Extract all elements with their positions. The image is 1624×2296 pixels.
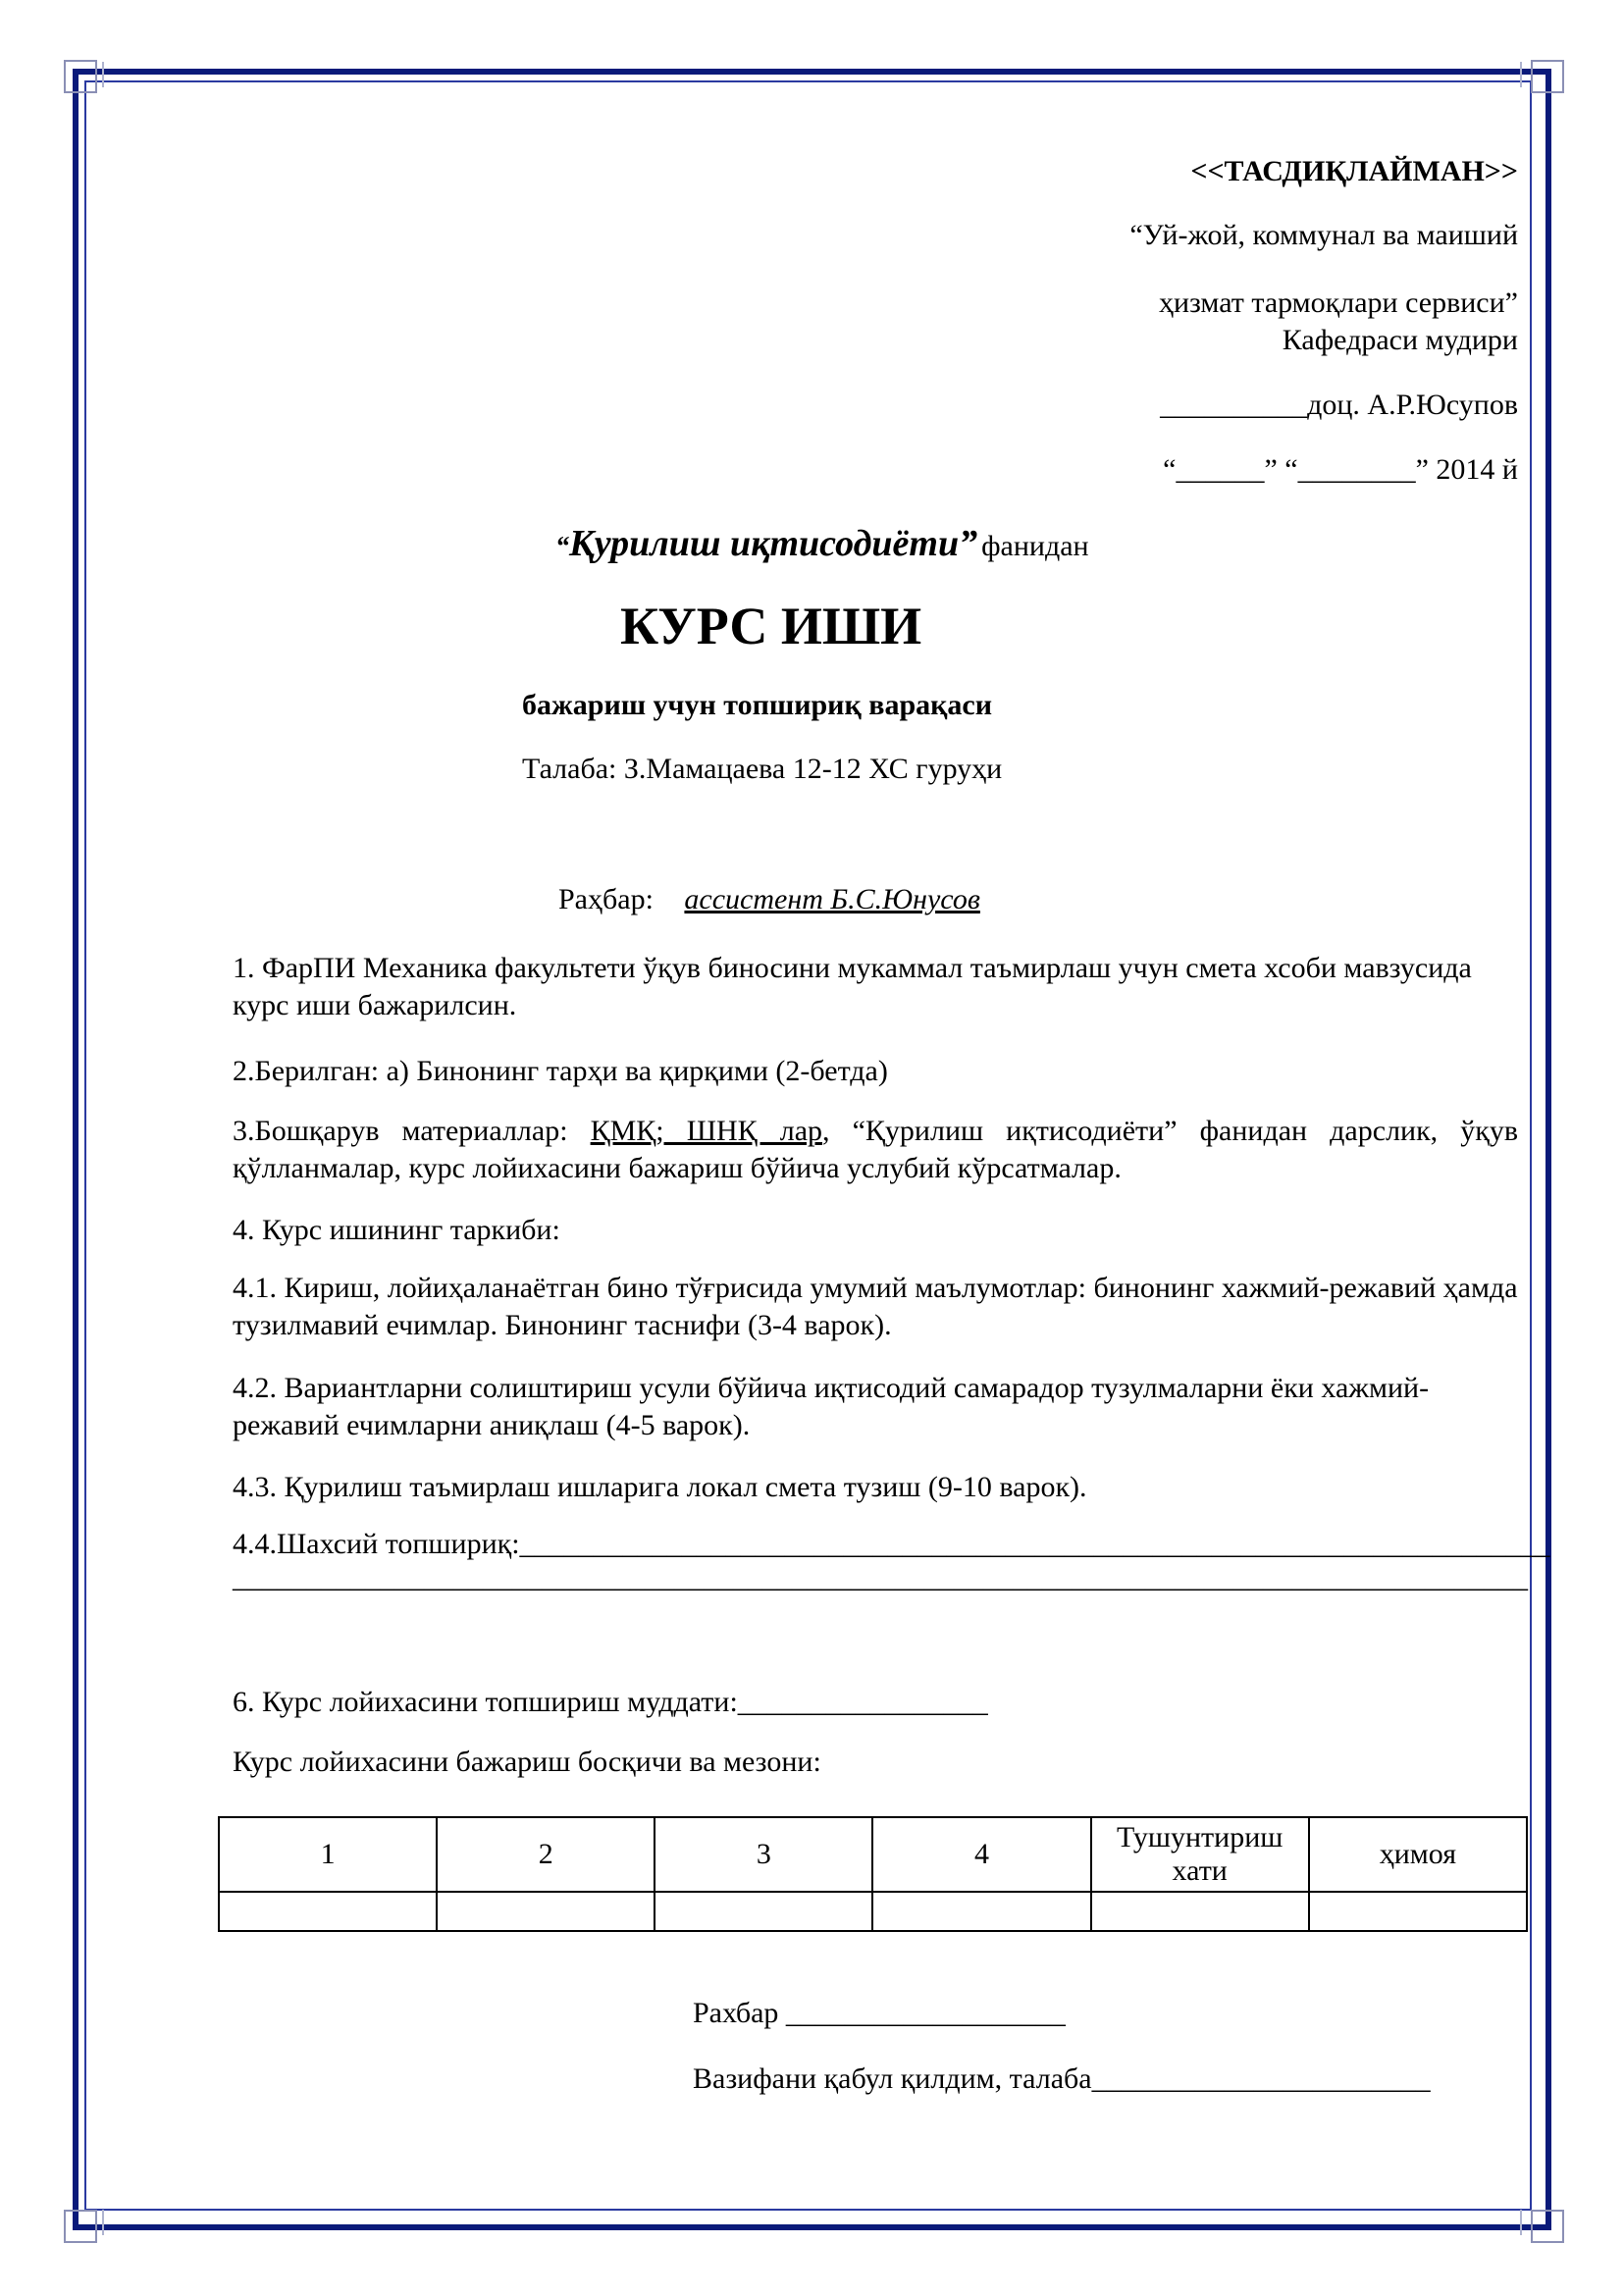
task-item-4-4-blank-line: ________________________________________________________________________________________ — [233, 1561, 1528, 1593]
border-tick — [1520, 62, 1522, 87]
approval-signature-line: __________доц. А.Р.Юсупов — [1160, 389, 1518, 421]
table-cell — [1091, 1892, 1309, 1931]
table-cell — [872, 1892, 1090, 1931]
approval-date-line: “______” “________” 2014 й — [1163, 453, 1518, 486]
subject-line — [555, 522, 1089, 565]
table-header-row — [219, 1817, 1527, 1892]
task-item-4-3: 4.3. Қурилиш таъмирлаш ишларига локал смета тузиш (9-10 варок). — [233, 1471, 1087, 1503]
table-header-cell: 3 — [655, 1817, 872, 1892]
table-header-cell: 1 — [219, 1817, 437, 1892]
supervisor-value: ассистент Б.С.Юнусов — [684, 883, 980, 915]
table-row — [219, 1892, 1527, 1931]
task-item-1: 1. ФарПИ Механика факультети ўқув биносини мукаммал таъмирлаш учун смета хсоби мавзусида курс иши бажарилсин. — [233, 952, 1472, 1021]
table-header-cell: ҳимоя — [1309, 1817, 1527, 1892]
border-tick — [102, 2210, 104, 2235]
subject-name: Қурилиш иқтисодиёти — [569, 523, 960, 564]
page-subtitle: бажариш учун топшириқ варақаси — [522, 689, 993, 721]
subject-suffix: фанидан — [981, 530, 1089, 562]
table-cell — [219, 1892, 437, 1931]
border-corner-ornament — [1531, 60, 1564, 93]
table-cell — [1309, 1892, 1527, 1931]
task-item-3-norms: ҚМҚ; ШНҚ лар — [590, 1115, 823, 1147]
criteria-caption: Курс лойихасини бажариш босқичи ва мезони: — [233, 1746, 821, 1778]
subject-close-quote: ” — [959, 523, 978, 564]
border-corner-ornament — [64, 2210, 97, 2243]
border-tick — [102, 62, 104, 87]
table-header-cell: 4 — [872, 1817, 1090, 1892]
table-header-cell: 2 — [437, 1817, 655, 1892]
border-corner-ornament — [1531, 2210, 1564, 2243]
criteria-table — [218, 1816, 1528, 1932]
task-item-6: 6. Курс лойихасини топшириш муддати:_________________ — [233, 1686, 988, 1718]
student-line — [522, 753, 1002, 786]
subject-open-quote: “ — [555, 532, 569, 562]
task-item-4-1: 4.1. Кириш, лойиҳаланаётган бино тўғрисида умумий маълумотлар: бинонинг хажмий-режавий ҳамда тузилмавий ечимлар. Бинонинг таснифи (3-4 варок). — [233, 1272, 1518, 1341]
student-signature-line: Вазифани қабул қилдим, талаба_______________________ — [693, 2062, 1431, 2095]
approval-line: ҳизмат тармоқлари сервиси” — [1158, 287, 1518, 319]
supervisor-signature-line: Рахбар ___________________ — [693, 1997, 1066, 2029]
task-item-4-4: 4.4.Шахсий топшириқ:______________________________________________________________________ — [233, 1528, 1550, 1560]
table-cell — [437, 1892, 655, 1931]
supervisor-label: Раҳбар: — [558, 883, 654, 915]
page-title: КУРС ИШИ — [620, 597, 922, 655]
task-item-3-prefix: 3.Бошқарув материаллар: — [233, 1115, 568, 1147]
table-header-cell: Тушунтириш хати — [1091, 1817, 1309, 1892]
border-corner-ornament — [64, 60, 97, 93]
approval-heading: <<ТАСДИҚЛАЙМАН>> — [1190, 155, 1518, 187]
task-item-3 — [233, 1113, 1518, 1187]
table-cell — [655, 1892, 872, 1931]
task-item-3-suffix: , “Қурилиш иқтисодиёти” фанидан дарслик, ўқув қўлланмалар, курс лойихасини бажариш бўйича услубий кўрсатмалар. — [233, 1115, 1518, 1184]
supervisor-line — [558, 883, 980, 916]
student-label: Талаба: — [522, 753, 617, 785]
student-value: З.Мамацаева 12-12 ХС гуруҳи — [623, 753, 1003, 785]
approval-line: Кафедраси мудири — [1282, 324, 1518, 356]
approval-line: “Уй-жой, коммунал ва маиший — [1129, 219, 1518, 251]
task-item-2: 2.Берилган: а) Бинонинг тарҳи ва қирқими (2-бетда) — [233, 1055, 888, 1087]
task-item-4: 4. Курс ишининг таркиби: — [233, 1214, 560, 1246]
border-tick — [1520, 2210, 1522, 2235]
task-item-4-2: 4.2. Вариантларни солиштириш усули бўйича иқтисодий самарадор тузулмаларни ёки хажмий-режавий ечимларни аниқлаш (4-5 варок). — [233, 1372, 1430, 1441]
